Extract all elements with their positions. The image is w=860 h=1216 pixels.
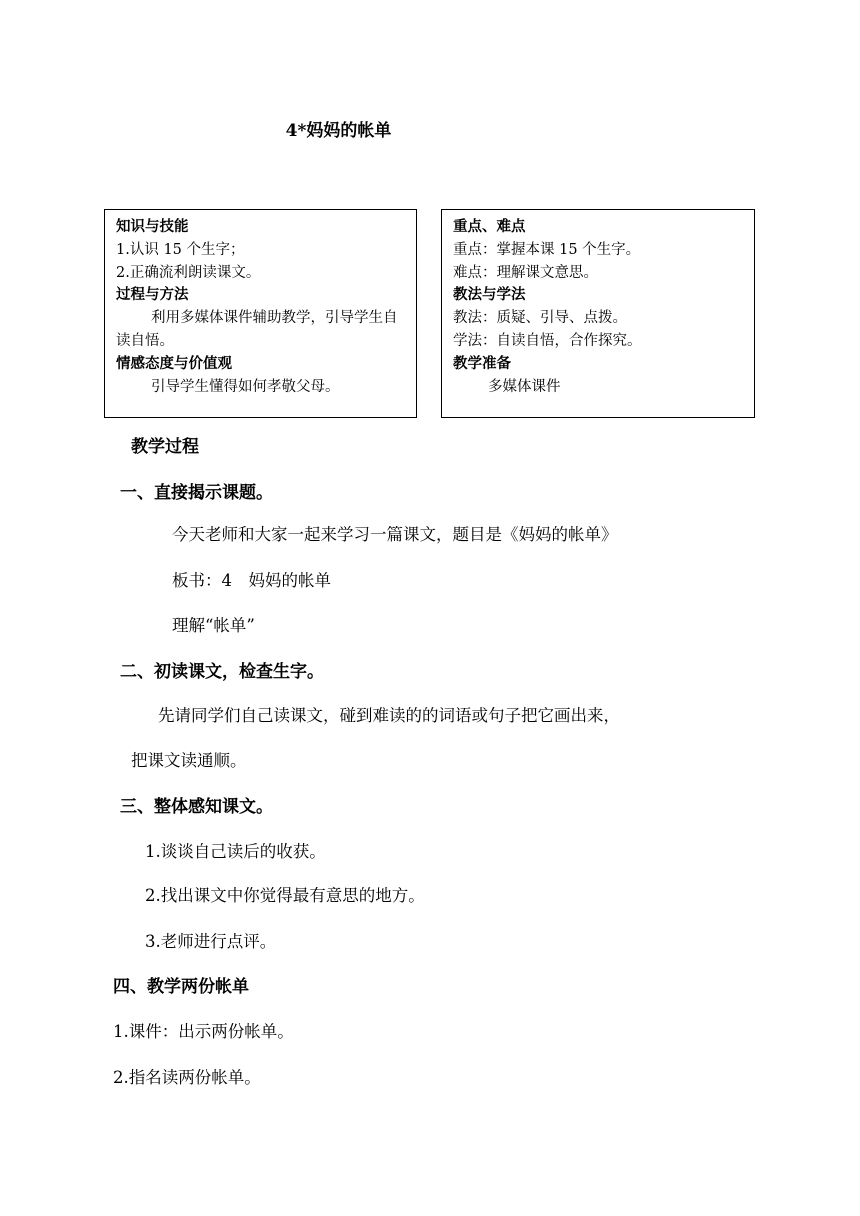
section-3-item-1: 1.谈谈自己读后的收获。 (145, 842, 326, 861)
learning-method: 学法：自读自悟，合作探究。 (453, 332, 642, 349)
knowledge-item-2: 2.正确流利朗读课文。 (116, 264, 261, 281)
section-2-line-1: 先请同学们自己读课文，碰到难读的的词语或句子把它画出来， (158, 706, 620, 725)
page-title: 4*妈妈的帐单 (285, 121, 392, 141)
focus-box (441, 209, 755, 418)
teaching-process-heading: 教学过程 (131, 437, 199, 457)
process-method-heading: 过程与方法 (116, 286, 189, 304)
section-3-item-2: 2.找出课文中你觉得最有意思的地方。 (145, 886, 425, 905)
section-2-line-2: 把课文读通顺。 (131, 751, 247, 770)
focus-heading: 重点、难点 (453, 218, 526, 235)
section-1-line-1: 今天老师和大家一起来学习一篇课文，题目是《妈妈的帐单》 (172, 525, 618, 544)
objectives-box (104, 209, 417, 418)
emotion-text: 引导学生懂得如何孝敬父母。 (151, 378, 340, 395)
section-4-item-2: 2.指名读两份帐单。 (113, 1068, 261, 1087)
preparation-heading: 教学准备 (453, 354, 511, 372)
preparation-text: 多媒体课件 (488, 378, 561, 395)
method-heading: 教法与学法 (453, 286, 526, 304)
focus-key-point: 重点：掌握本课 15 个生字。 (453, 241, 641, 258)
section-3-heading: 三、整体感知课文。 (120, 797, 273, 817)
focus-difficult-point: 难点：理解课文意思。 (453, 264, 598, 281)
section-1-heading: 一、直接揭示课题。 (120, 483, 273, 503)
process-method-text: 利用多媒体课件辅助教学，引导学生自读自悟。 (116, 310, 398, 349)
section-1-line-3: 理解“帐单” (172, 616, 255, 635)
section-3-item-3: 3.老师进行点评。 (145, 932, 277, 951)
teaching-method: 教法：质疑、引导、点拨。 (453, 310, 627, 327)
section-1-line-2: 板书：4 妈妈的帐单 (172, 571, 331, 590)
knowledge-item-1: 1.认识 15 个生字； (116, 241, 245, 258)
section-4-item-1: 1.课件：出示两份帐单。 (113, 1022, 294, 1041)
section-4-heading: 四、教学两份帐单 (113, 977, 249, 997)
emotion-heading: 情感态度与价值观 (116, 354, 232, 372)
section-2-heading: 二、初读课文，检查生字。 (120, 662, 324, 682)
knowledge-heading: 知识与技能 (116, 218, 189, 235)
